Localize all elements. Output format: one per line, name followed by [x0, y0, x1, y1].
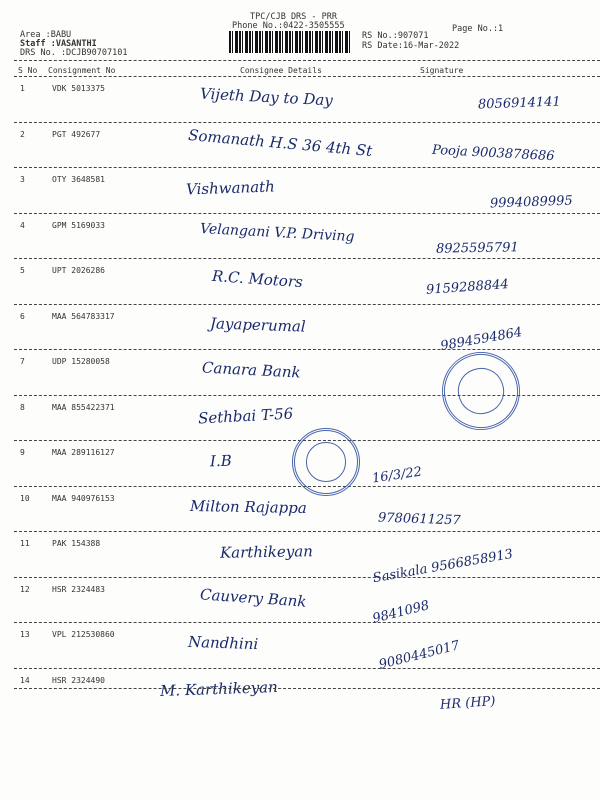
- row-sno: 14: [20, 675, 30, 685]
- row-signature: 8056914141: [477, 94, 561, 113]
- row-signature: 16/3/22: [371, 464, 423, 487]
- col-consignee: Consignee Details: [240, 66, 322, 75]
- row-consignment: MAA 940976153: [52, 493, 115, 503]
- area-label: Area :BABU: [20, 30, 72, 40]
- staff-label: Staff :VASANTHI: [20, 39, 97, 49]
- row-consignee-handwriting: Vijeth Day to Day: [199, 84, 334, 110]
- row-divider: [14, 167, 600, 168]
- row-signature: 9780611257: [377, 510, 461, 528]
- row-sno: 2: [20, 129, 25, 139]
- row-consignee-handwriting: Velangani V.P. Driving: [199, 220, 355, 245]
- drs-number: DRS No. :DCJB90707101: [20, 48, 128, 58]
- page-number: Page No.:1: [452, 24, 504, 34]
- document-title: TPC/CJB DRS - PRR: [250, 12, 337, 22]
- header-rule-top: [14, 60, 600, 61]
- row-divider: [14, 577, 600, 578]
- row-divider: [14, 622, 600, 623]
- row-sno: 7: [20, 357, 25, 366]
- row-consignee-handwriting: I.B: [209, 451, 233, 471]
- row-consignee-handwriting: Sethbai T-56: [197, 404, 294, 427]
- row-consignee-handwriting: Jayaperumal: [209, 313, 306, 336]
- row-sno: 11: [20, 539, 30, 548]
- row-consignee-handwriting: Somanath H.S 36 4th St: [187, 125, 374, 160]
- rs-date: RS Date:16-Mar-2022: [362, 41, 460, 51]
- row-divider: [14, 122, 600, 123]
- row-consignment: UPT 2026286: [52, 266, 105, 275]
- row-consignment: UDP 15280058: [52, 357, 110, 366]
- phone-number: Phone No.:0422-3505555: [232, 21, 345, 31]
- row-consignee-handwriting: Vishwanath: [185, 177, 276, 199]
- bank-stamp: [431, 341, 531, 441]
- row-signature: 9894594864: [439, 324, 524, 354]
- row-divider: [14, 349, 600, 350]
- row-sno: 13: [20, 630, 30, 639]
- row-consignment: VDK 5013375: [52, 84, 105, 93]
- row-consignee-handwriting: Cauvery Bank: [199, 584, 308, 611]
- row-consignment: PGT 492677: [52, 129, 101, 139]
- row-signature: 8925595791: [435, 239, 519, 257]
- row-signature: 9841098: [371, 597, 431, 627]
- row-consignment: GPM 5169033: [52, 220, 105, 230]
- row-sno: 9: [20, 448, 25, 457]
- row-sno: 10: [20, 493, 30, 503]
- row-signature: 9994089995: [489, 193, 573, 212]
- row-sno: 5: [20, 266, 25, 275]
- row-consignment: OTY 3648581: [52, 175, 105, 184]
- row-sno: 12: [20, 584, 30, 594]
- row-divider: [14, 258, 600, 259]
- row-divider: [14, 668, 600, 669]
- row-consignee-handwriting: Nandhini: [187, 632, 259, 654]
- row-consignee-handwriting: Karthikeyan: [219, 542, 314, 562]
- row-consignee-handwriting: M. Karthikeyan: [159, 677, 279, 700]
- row-signature: 9080445017: [377, 638, 462, 673]
- row-sno: 4: [20, 220, 25, 230]
- header-rule-bottom: [14, 76, 600, 77]
- table-bottom-rule: [14, 688, 600, 689]
- col-signature: Signature: [420, 66, 464, 75]
- row-consignment: HSR 2324483: [52, 584, 105, 594]
- row-consignment: HSR 2324490: [52, 675, 105, 685]
- row-consignment: PAK 154388: [52, 539, 101, 548]
- row-sno: 8: [20, 402, 25, 412]
- rs-number: RS No.:907071: [362, 31, 429, 41]
- row-consignment: MAA 564783317: [52, 311, 115, 321]
- row-consignment: MAA 855422371: [52, 402, 115, 412]
- row-consignee-handwriting: Milton Rajappa: [189, 496, 307, 517]
- row-signature: 9159288844: [425, 277, 510, 298]
- row-consignee-handwriting: R.C. Motors: [211, 266, 304, 292]
- row-consignment: MAA 289116127: [52, 448, 115, 457]
- row-divider: [14, 213, 600, 214]
- row-sno: 6: [20, 311, 25, 321]
- barcode: [229, 31, 350, 53]
- row-signature: Sasikala 9566858913: [371, 546, 515, 587]
- col-sno: S No: [18, 66, 38, 75]
- bank-stamp-round: [292, 428, 360, 496]
- row-consignment: VPL 212530860: [52, 630, 115, 639]
- row-sno: 3: [20, 175, 25, 184]
- row-signature: Pooja 9003878686: [431, 142, 555, 164]
- row-divider: [14, 531, 600, 532]
- row-signature: HR (HP): [439, 693, 496, 713]
- row-divider: [14, 304, 600, 305]
- row-consignee-handwriting: Canara Bank: [201, 358, 302, 382]
- col-consignment: Consignment No: [48, 66, 116, 75]
- row-sno: 1: [20, 84, 25, 93]
